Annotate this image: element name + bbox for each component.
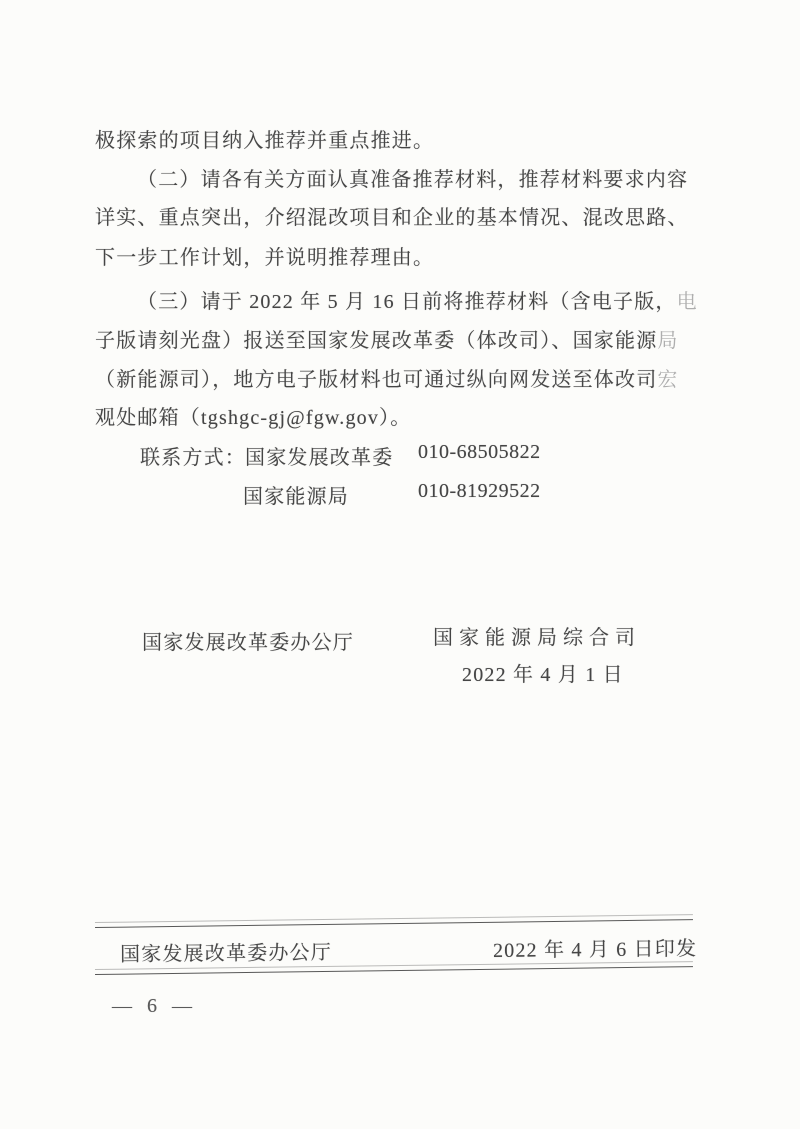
body-text-line — [95, 363, 679, 392]
body-text: 下一步工作计划，并说明推荐理由。 — [95, 247, 435, 269]
contact-phone: 010-68505822 — [418, 441, 541, 463]
body-text: 子版请刻光盘）报送至国家发展改革委（体改司）、国家能源 — [95, 330, 658, 352]
contact-org: 国家发展改革委 — [245, 447, 394, 469]
body-text: （新能源司），地方电子版材料也可通过纵向网发送至体改司 — [95, 369, 658, 391]
body-text-line — [95, 163, 688, 192]
faded-edge-character: 宏 — [657, 369, 679, 391]
body-text-line — [95, 124, 434, 153]
footer-rule-top — [95, 914, 693, 928]
faded-edge-character: 局 — [657, 330, 679, 352]
signature-date: 2022 年 4 月 1 日 — [462, 664, 624, 686]
body-text-line — [95, 324, 679, 353]
contact-phone: 010-81929522 — [418, 480, 541, 502]
signature-right-org: 国家能源局综合司 — [433, 627, 641, 649]
contact-label: 联系方式： — [140, 447, 246, 469]
body-text-line — [95, 285, 698, 314]
body-text-line — [95, 241, 434, 270]
body-text-line — [95, 401, 411, 430]
body-text: （二）请各有关方面认真准备推荐材料，推荐材料要求内容 — [137, 169, 689, 191]
footer-issuer: 国家发展改革委办公厅 — [119, 941, 333, 966]
body-text-line — [95, 201, 689, 230]
contact-org: 国家能源局 — [243, 486, 349, 508]
body-text: 极探索的项目纳入推荐并重点推进。 — [95, 130, 435, 152]
body-text: （三）请于 2022 年 5 月 16 日前将推荐材料（含电子版， — [137, 291, 677, 313]
faded-edge-character: 电 — [676, 291, 698, 313]
body-text: 观处邮箱（tgshgc-gj@fgw.gov）。 — [95, 407, 412, 429]
body-text: 详实、重点突出，介绍混改项目和企业的基本情况、混改思路、 — [95, 207, 689, 229]
page-number: — 6 — — [112, 995, 197, 1017]
footer-print-date: 2022 年 4 月 6 日印发 — [492, 938, 698, 962]
signature-left-org: 国家发展改革委办公厅 — [142, 632, 354, 654]
